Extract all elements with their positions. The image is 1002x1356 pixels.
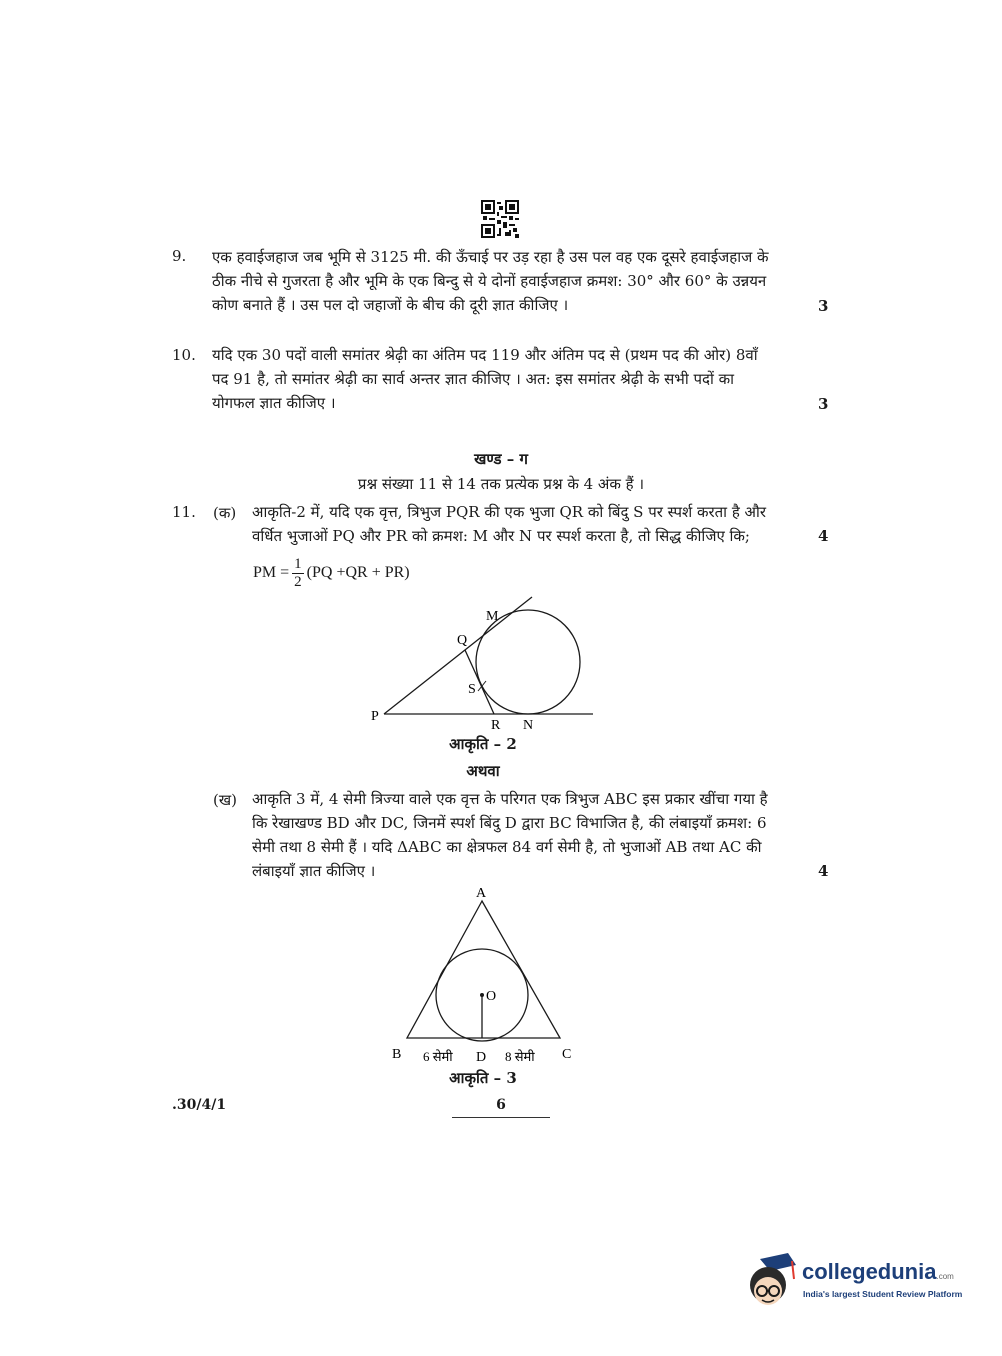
- question-11-number: 11.: [172, 503, 196, 521]
- text-line: आकृति 3 में, 4 सेमी त्रिज्या वाले एक वृत्त के परिगत एक त्रिभुज ABC इस प्रकार खींचा गया है: [252, 790, 768, 808]
- formula-rhs: (PQ +QR + PR): [306, 564, 410, 581]
- point-label-c: C: [562, 1047, 572, 1062]
- text-line: एक हवाईजहाज जब भूमि से 3125 मी. की ऊँचाई पर उड़ रहा है उस पल वह एक दूसरे हवाईजहाज के: [212, 248, 769, 266]
- point-label-n: N: [523, 718, 534, 733]
- footer-divider: [452, 1117, 550, 1118]
- center-point-o: [480, 993, 484, 997]
- point-label-m: M: [486, 609, 499, 624]
- qr-code: [481, 200, 519, 238]
- incircle: [476, 610, 580, 714]
- text-line: वर्धित भुजाओं PQ और PR को क्रमश: M और N पर स्पर्श करता है, तो सिद्ध कीजिए कि;: [252, 527, 750, 545]
- question-10-marks: 3: [818, 395, 829, 413]
- question-9-marks: 3: [818, 297, 829, 315]
- part-a-marks: 4: [818, 527, 829, 545]
- page-number: 6: [496, 1097, 506, 1113]
- text-line: यदि एक 30 पदों वाली समांतर श्रेढ़ी का अंतिम पद 119 और अंतिम पद से (प्रथम पद की ओर) 8वाँ: [212, 346, 758, 364]
- formula-lhs: PM =: [253, 564, 290, 581]
- point-label-q: Q: [457, 633, 468, 648]
- brand-tagline: India's largest Student Review Platform: [803, 1289, 963, 1299]
- part-a-label: (क): [213, 504, 237, 522]
- text-line: ठीक नीचे से गुजरता है और भूमि के एक बिन्दु से ये दोनों हवाईजहाज क्रमश: 30° और 60° के उन्नयन: [212, 272, 767, 290]
- text-line: सेमी तथा 8 सेमी हैं । यदि ΔABC का क्षेत्रफल 84 वर्ग सेमी है, तो भुजाओं AB तथा AC की: [252, 838, 762, 856]
- figure-2: [360, 595, 620, 735]
- section-instruction: प्रश्न संख्या 11 से 14 तक प्रत्येक प्रश्न के 4 अंक हैं ।: [357, 475, 645, 493]
- figure-3: [385, 880, 590, 1065]
- figure-3-caption: आकृति – 3: [449, 1069, 517, 1087]
- text-line: योगफल ज्ञात कीजिए ।: [212, 394, 336, 412]
- formula: [253, 551, 410, 595]
- question-10-text: [212, 343, 812, 415]
- text-line: आकृति-2 में, यदि एक वृत्त, त्रिभुज PQR की एक भुजा QR को बिंदु S पर स्पर्श करता है और: [252, 503, 767, 521]
- formula-denominator: 2: [294, 573, 302, 590]
- text-line: पद 91 है, तो समांतर श्रेढ़ी का सार्व अन्तर ज्ञात कीजिए । अत: इस समांतर श्रेढ़ी के सभी पदों का: [212, 370, 735, 388]
- part-b-label: (ख): [213, 791, 237, 809]
- brand-name: collegedunia: [802, 1259, 937, 1284]
- brand-suffix: .com: [936, 1272, 954, 1281]
- bd-length-label: 6 सेमी: [423, 1049, 453, 1064]
- point-label-d: D: [476, 1050, 487, 1065]
- question-9-number: 9.: [172, 247, 187, 265]
- section-title: खण्ड – ग: [474, 450, 528, 468]
- formula-numerator: 1: [294, 555, 302, 572]
- point-label-s: S: [468, 682, 476, 697]
- brand-logo: [742, 1249, 972, 1313]
- text-line: कोण बनाते हैं । उस पल दो जहाजों के बीच की दूरी ज्ञात कीजिए ।: [212, 296, 569, 314]
- or-text: अथवा: [466, 762, 500, 780]
- point-label-o: O: [486, 989, 497, 1004]
- point-label-b: B: [392, 1047, 402, 1062]
- point-label-p: P: [371, 709, 379, 724]
- question-9-text: [212, 245, 812, 317]
- point-label-r: R: [491, 718, 501, 733]
- part-b-text: [252, 787, 812, 883]
- point-label-a: A: [476, 886, 487, 901]
- line-pm: [384, 597, 532, 714]
- text-line: लंबाइयाँ ज्ञात कीजिए ।: [252, 862, 376, 880]
- part-a-text: [252, 500, 812, 548]
- student-mascot-icon: [742, 1249, 798, 1313]
- text-line: कि रेखाखण्ड BD और DC, जिनमें स्पर्श बिंदु D द्वारा BC विभाजित है, की लंबाइयाँ क्रमश: 6: [252, 814, 767, 832]
- question-10-number: 10.: [172, 346, 196, 364]
- formula-fraction: [292, 556, 304, 591]
- figure-2-caption: आकृति – 2: [449, 735, 517, 753]
- dc-length-label: 8 सेमी: [505, 1049, 535, 1064]
- part-b-marks: 4: [818, 862, 829, 880]
- triangle-abc: [407, 901, 560, 1038]
- paper-code: .30/4/1: [172, 1097, 227, 1113]
